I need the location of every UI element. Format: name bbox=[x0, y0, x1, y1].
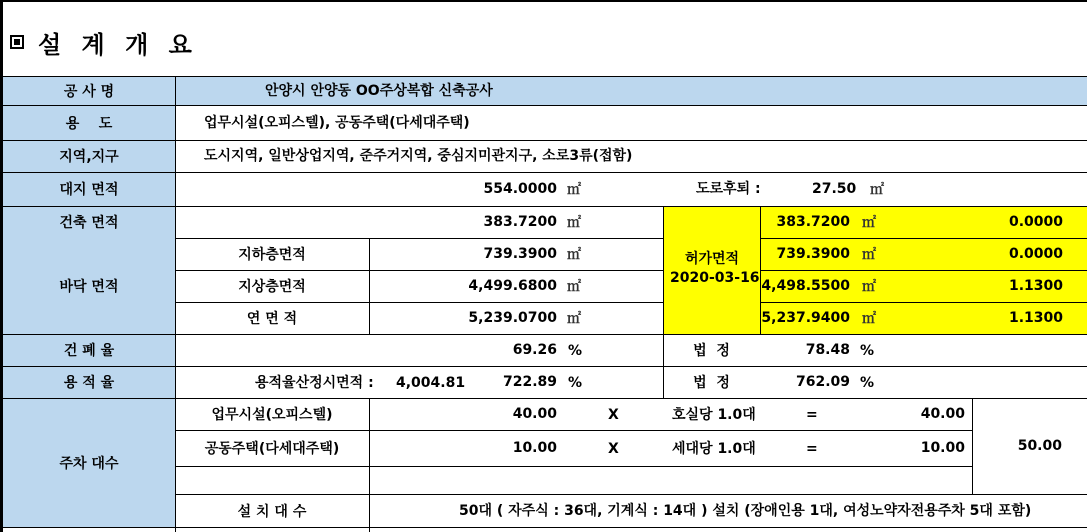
above-ground-permit-unit: ㎡ bbox=[862, 279, 876, 295]
coverage-unit: % bbox=[568, 343, 583, 359]
grid-line bbox=[3, 206, 1087, 207]
road-setback-label: 도로후퇴 : bbox=[696, 181, 761, 197]
parking-housing-x: X bbox=[608, 441, 619, 457]
parking-label: 주차 대수 bbox=[59, 455, 119, 472]
far-unit: % bbox=[568, 375, 583, 391]
building-diff: 0.0000 bbox=[1008, 214, 1063, 230]
permit-area-label: 허가면적 bbox=[684, 251, 740, 267]
floor-area-label: 바닥 면적 bbox=[59, 279, 119, 295]
parking-housing-type: 공동주택(다세대주택) bbox=[204, 441, 340, 457]
grid-line bbox=[175, 494, 1087, 495]
use-label: 용 도 bbox=[65, 115, 113, 132]
parking-housing-basis: 세대당 1.0대 bbox=[672, 441, 756, 457]
grid-line bbox=[369, 238, 370, 334]
parking-housing-result: 10.00 bbox=[920, 440, 965, 456]
grid-line bbox=[3, 140, 1087, 141]
section-title bbox=[10, 22, 198, 62]
basement-permit-value: 739.3900 bbox=[776, 246, 850, 262]
far-calc-label: 용적율산정시면적 : bbox=[255, 375, 374, 391]
grid-line bbox=[3, 527, 1087, 528]
coverage-label: 건 폐 율 bbox=[63, 343, 115, 359]
above-ground-area-label: 지상층면적 bbox=[238, 279, 306, 295]
square-bullet-icon bbox=[10, 35, 24, 49]
zone-value: 도시지역, 일반상업지역, 준주거지역, 중심지미관지구, 소로3류(접함) bbox=[204, 148, 633, 164]
grid-line bbox=[972, 398, 973, 494]
grid-line bbox=[760, 238, 1087, 239]
far-legal-label: 법 정 bbox=[693, 375, 730, 391]
parking-housing-qty: 10.00 bbox=[512, 440, 557, 456]
far-legal-value: 762.09 bbox=[795, 374, 850, 390]
total-floor-area-value: 5,239.0700 bbox=[468, 310, 557, 326]
total-diff: 1.1300 bbox=[1008, 310, 1063, 326]
above-ground-area-unit: ㎡ bbox=[567, 279, 581, 295]
project-value: 안양시 안양동 OO주상복합 신축공사 bbox=[265, 83, 493, 99]
basement-area-unit: ㎡ bbox=[567, 247, 581, 263]
total-floor-area-label: 연 면 적 bbox=[246, 311, 298, 327]
grid-line bbox=[175, 270, 663, 271]
grid-line bbox=[760, 302, 1087, 303]
building-permit-value: 383.7200 bbox=[776, 214, 850, 230]
grid-line bbox=[175, 77, 176, 532]
grid-line bbox=[175, 302, 663, 303]
coverage-legal-value: 78.48 bbox=[805, 342, 850, 358]
total-permit-unit: ㎡ bbox=[862, 311, 876, 327]
parking-office-basis: 호실당 1.0대 bbox=[672, 407, 756, 423]
project-label: 공 사 명 bbox=[63, 84, 115, 100]
building-area-unit: ㎡ bbox=[567, 215, 581, 231]
grid-line bbox=[3, 76, 1087, 77]
total-permit-value: 5,237.9400 bbox=[761, 310, 850, 326]
grid-line bbox=[3, 398, 1087, 399]
parking-install-label: 설 치 대 수 bbox=[237, 503, 307, 520]
far-value: 722.89 bbox=[502, 374, 557, 390]
parking-housing-eq: = bbox=[806, 441, 818, 457]
grid-line bbox=[175, 466, 972, 467]
grid-line bbox=[175, 238, 663, 239]
road-setback-value: 27.50 bbox=[812, 181, 857, 197]
above-ground-permit-value: 4,498.5500 bbox=[761, 278, 850, 294]
grid-line bbox=[3, 105, 1087, 106]
grid-line bbox=[3, 334, 1087, 335]
grid-line bbox=[760, 206, 761, 334]
grid-line bbox=[663, 206, 664, 398]
above-ground-diff: 1.1300 bbox=[1008, 278, 1063, 294]
building-permit-unit: ㎡ bbox=[862, 215, 876, 231]
basement-area-value: 739.3900 bbox=[483, 246, 557, 262]
parking-office-eq: = bbox=[806, 407, 818, 423]
zone-label: 지역,지구 bbox=[59, 149, 119, 165]
grid-line bbox=[369, 398, 370, 532]
far-calc-value: 4,004.81 bbox=[396, 375, 466, 391]
site-value: 554.0000 bbox=[483, 181, 557, 197]
parking-office-type: 업무시설(오피스텔) bbox=[211, 407, 333, 423]
coverage-value: 69.26 bbox=[512, 342, 557, 358]
road-setback-unit: ㎡ bbox=[870, 182, 884, 198]
site-label: 대지 면적 bbox=[59, 182, 119, 198]
use-value: 업무시설(오피스텔), 공동주택(다세대주택) bbox=[204, 115, 470, 131]
parking-office-qty: 40.00 bbox=[512, 406, 557, 422]
parking-office-x: X bbox=[608, 407, 619, 423]
building-area-label: 건축 면적 bbox=[59, 215, 119, 231]
basement-permit-unit: ㎡ bbox=[862, 247, 876, 263]
basement-diff: 0.0000 bbox=[1008, 246, 1063, 262]
section-title-text: 설 계 개 요 bbox=[38, 30, 198, 59]
basement-area-label: 지하층면적 bbox=[238, 247, 306, 263]
parking-office-result: 40.00 bbox=[920, 406, 965, 422]
permit-date: 2020-03-16 bbox=[670, 270, 760, 286]
grid-line bbox=[3, 172, 1087, 173]
far-legal-unit: % bbox=[860, 375, 875, 391]
above-ground-area-value: 4,499.6800 bbox=[468, 278, 557, 294]
parking-total: 50.00 bbox=[1017, 438, 1062, 454]
grid-line bbox=[175, 430, 972, 431]
grid-line bbox=[3, 366, 1087, 367]
parking-install-value: 50대 ( 자주식 : 36대, 기계식 : 14대 ) 설치 (장애인용 1대, 여성노약자전용주차 5대 포함) bbox=[459, 503, 1032, 519]
grid-line bbox=[760, 270, 1087, 271]
coverage-legal-label: 법 정 bbox=[693, 343, 730, 359]
far-label: 용 적 율 bbox=[63, 375, 115, 391]
building-area-value: 383.7200 bbox=[483, 214, 557, 230]
total-floor-area-unit: ㎡ bbox=[567, 311, 581, 327]
site-unit: ㎡ bbox=[567, 182, 581, 198]
coverage-legal-unit: % bbox=[860, 343, 875, 359]
